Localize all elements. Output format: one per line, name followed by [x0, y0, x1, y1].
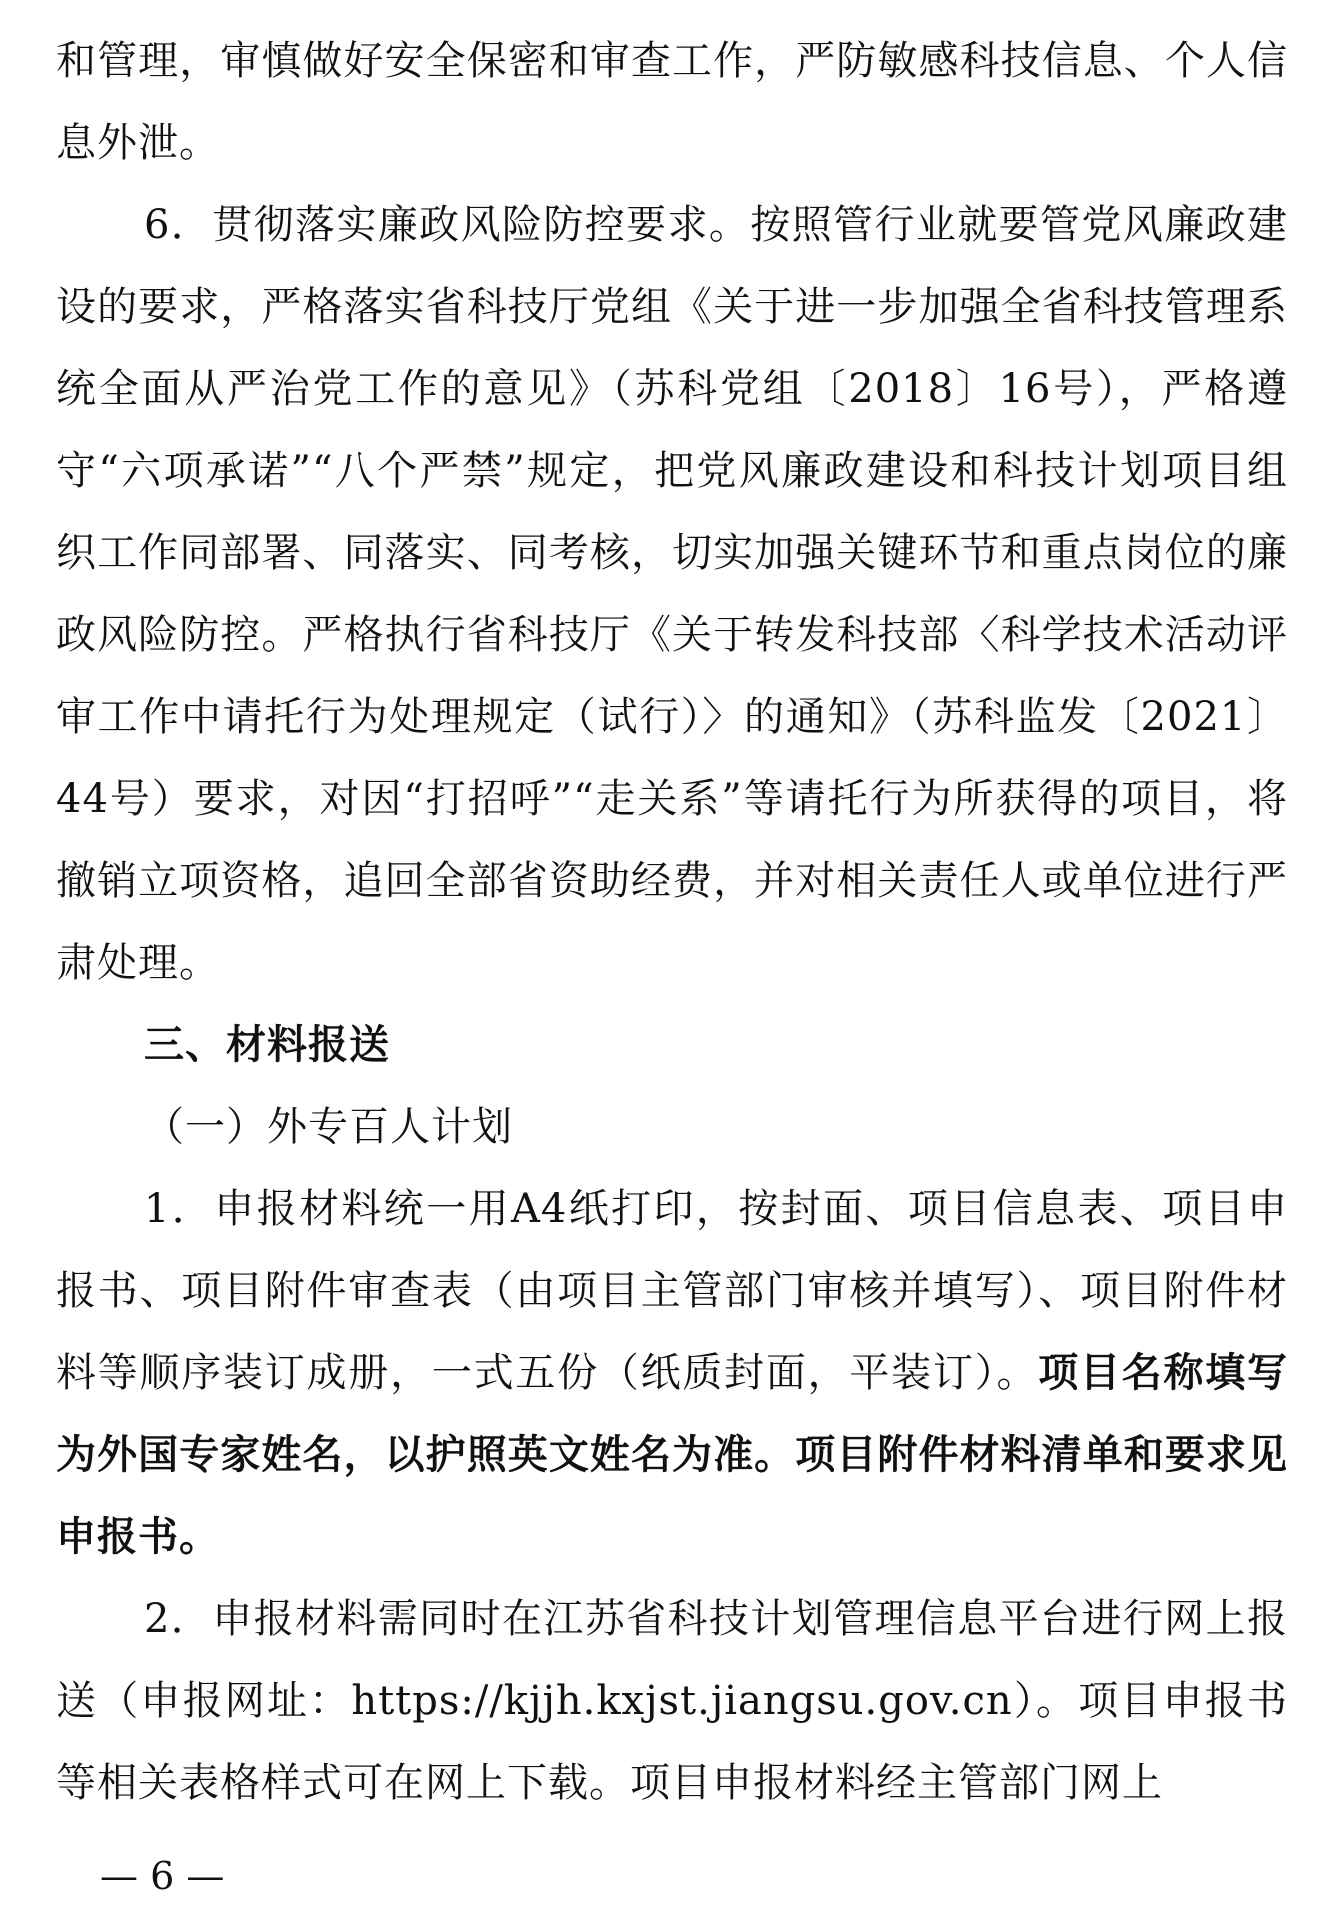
section-heading-3: 三、材料报送 [144, 1022, 390, 1068]
paragraph-item-1 [56, 1168, 1288, 1578]
paragraph-item-1-bold: 项目名称填写为外国专家姓名，以护照英文姓名为准。项目附件材料清单和要求见申报书。 [56, 1350, 1289, 1560]
paragraph-item-1-normal: 1．申报材料统一用A4纸打印，按封面、项目信息表、项目申报书、项目附件审查表（由项目主管部门审核并填写）、项目附件材料等顺序装订成册，一式五份（纸质封面，平装订）。 [56, 1186, 1288, 1396]
document-body [56, 20, 1288, 1824]
paragraph-continuation: 和管理，审慎做好安全保密和审查工作，严防敏感科技信息、个人信息外泄。 [56, 38, 1288, 166]
page-number: — 6 — [100, 1854, 225, 1898]
paragraph-item-2: 2．申报材料需同时在江苏省科技计划管理信息平台进行网上报送（申报网址：https://kjjh.kxjst.jiangsu.gov.cn）。项目申报书等相关表格样式可在网上下载。项目申报材料经主管部门网上 [56, 1596, 1288, 1806]
paragraph-item-6: 6．贯彻落实廉政风险防控要求。按照管行业就要管党风廉政建设的要求，严格落实省科技厅党组《关于进一步加强全省科技管理系统全面从严治党工作的意见》（苏科党组〔2018〕16号），严格遵守“六项承诺”“八个严禁”规定，把党风廉政建设和科技计划项目组织工作同部署、同落实、同考核，切实加强关键环节和重点岗位的廉政风险防控。严格执行省科技厅《关于转发科技部〈科学技术活动评审工作中请托行为处理规定（试行）〉的通知》（苏科监发〔2021〕44号）要求，对因“打招呼”“走关系”等请托行为所获得的项目，将撤销立项资格，追回全部省资助经费，并对相关责任人或单位进行严肃处理。 [56, 202, 1288, 986]
subsection-heading-1: （一）外专百人计划 [144, 1104, 513, 1150]
